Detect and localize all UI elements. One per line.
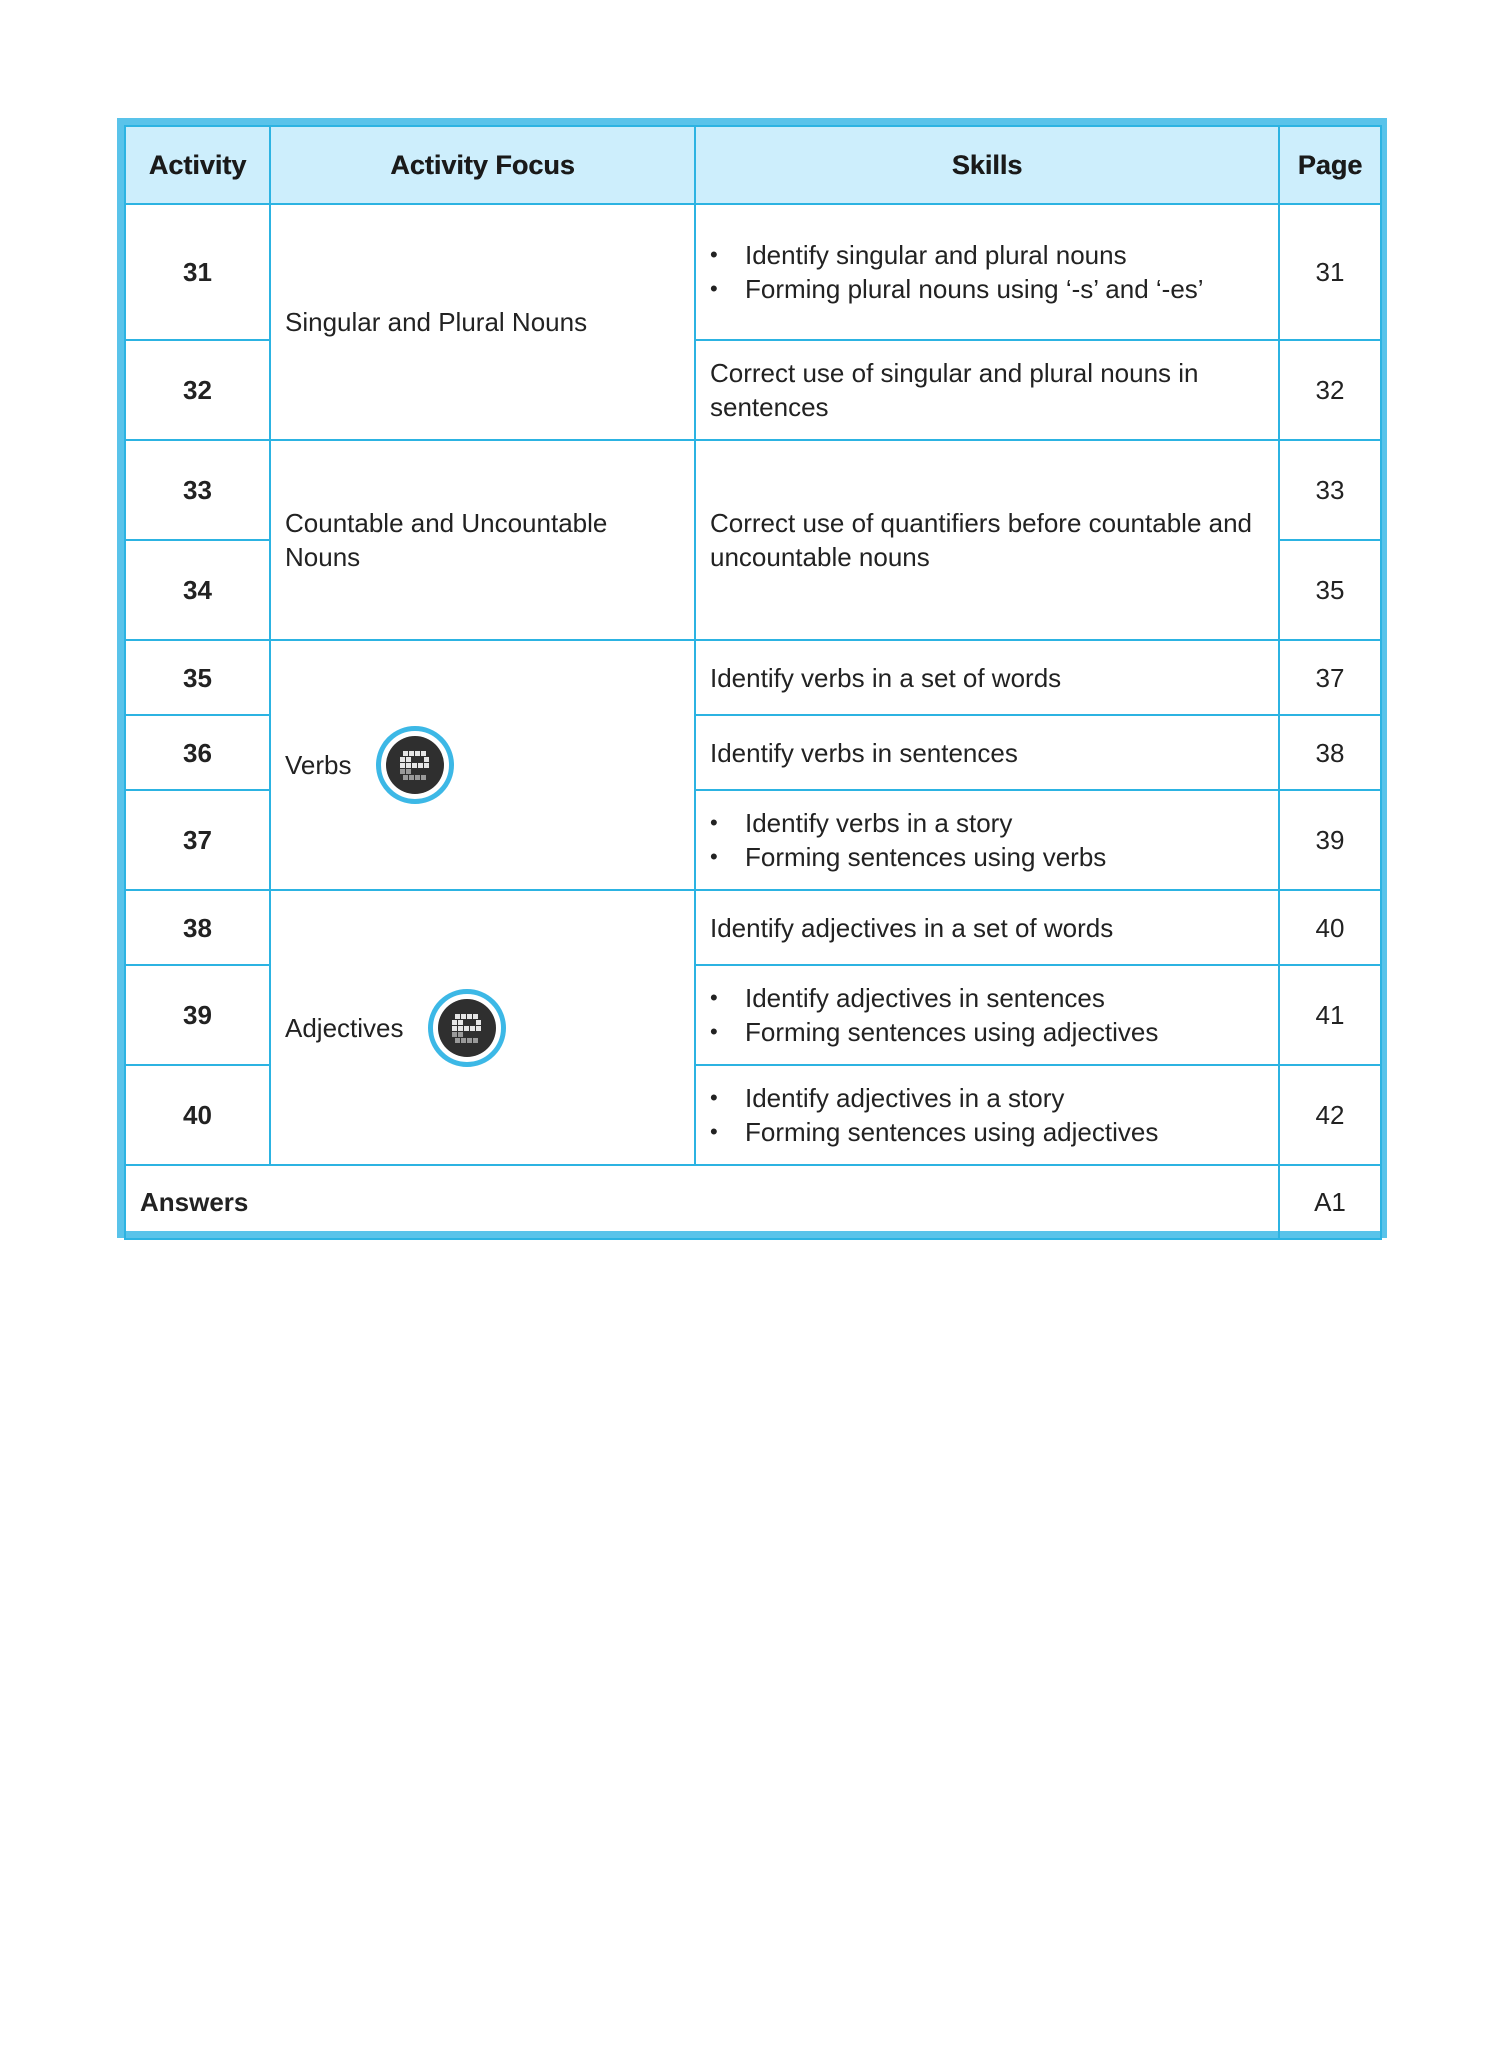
skills-cell: Identify verbs in sentences [695, 715, 1279, 790]
header-skills: Skills [695, 126, 1279, 204]
answers-label: Answers [125, 1165, 1279, 1239]
page-number: 42 [1279, 1065, 1381, 1165]
skills-cell: Identify verbs in a set of words [695, 640, 1279, 715]
digital-activity-badge-icon [376, 726, 454, 804]
activity-number: 35 [125, 640, 270, 715]
activity-number: 36 [125, 715, 270, 790]
skills-list [710, 1081, 1264, 1149]
table-row [125, 440, 1381, 540]
list-item: • Identify verbs in a story [710, 806, 1264, 840]
answers-row [125, 1165, 1381, 1239]
skills-cell [695, 790, 1279, 890]
header-page: Page [1279, 126, 1381, 204]
table-row [125, 204, 1381, 340]
focus-label: Adjectives [285, 1012, 404, 1043]
page-number: 41 [1279, 965, 1381, 1065]
skills-cell: Correct use of singular and plural nouns in sentences [695, 340, 1279, 440]
activity-number: 31 [125, 204, 270, 340]
activity-focus [270, 440, 695, 640]
table-row [125, 890, 1381, 965]
page-number: 35 [1279, 540, 1381, 640]
answers-page: A1 [1279, 1165, 1381, 1239]
list-item: • Identify singular and plural nouns [710, 238, 1264, 272]
list-item: • Identify adjectives in a story [710, 1081, 1264, 1115]
activity-focus [270, 640, 695, 890]
list-item: • Forming sentences using adjectives [710, 1115, 1264, 1149]
activity-number: 39 [125, 965, 270, 1065]
activity-focus [270, 204, 695, 440]
page-number: 38 [1279, 715, 1381, 790]
page-number: 31 [1279, 204, 1381, 340]
table-row [125, 640, 1381, 715]
page-number: 40 [1279, 890, 1381, 965]
list-item: • Forming sentences using adjectives [710, 1015, 1264, 1049]
focus-label: Countable and Uncountable Nouns [285, 508, 608, 572]
activity-number: 38 [125, 890, 270, 965]
activity-focus [270, 890, 695, 1165]
skills-cell: Identify adjectives in a set of words [695, 890, 1279, 965]
header-row [125, 126, 1381, 204]
activity-number: 32 [125, 340, 270, 440]
list-item: • Identify adjectives in sentences [710, 981, 1264, 1015]
activity-number: 33 [125, 440, 270, 540]
activity-number: 40 [125, 1065, 270, 1165]
page-number: 33 [1279, 440, 1381, 540]
contents-table-frame [117, 118, 1387, 1238]
list-item: • Forming plural nouns using ‘-s’ and ‘-es’ [710, 272, 1264, 306]
page-number: 32 [1279, 340, 1381, 440]
skills-cell [695, 965, 1279, 1065]
contents-table [124, 125, 1382, 1240]
page-number: 39 [1279, 790, 1381, 890]
header-activity: Activity [125, 126, 270, 204]
digital-activity-badge-icon [428, 989, 506, 1067]
header-activity-focus: Activity Focus [270, 126, 695, 204]
skills-cell [695, 1065, 1279, 1165]
focus-label: Verbs [285, 750, 352, 780]
skills-list [710, 981, 1264, 1049]
skills-list [710, 238, 1264, 306]
activity-number: 34 [125, 540, 270, 640]
skills-cell: Correct use of quantifiers before countable and uncountable nouns [695, 440, 1279, 640]
skills-list [710, 806, 1264, 874]
skills-cell [695, 204, 1279, 340]
activity-number: 37 [125, 790, 270, 890]
page-number: 37 [1279, 640, 1381, 715]
list-item: • Forming sentences using verbs [710, 840, 1264, 874]
focus-label: Singular and Plural Nouns [285, 307, 588, 337]
